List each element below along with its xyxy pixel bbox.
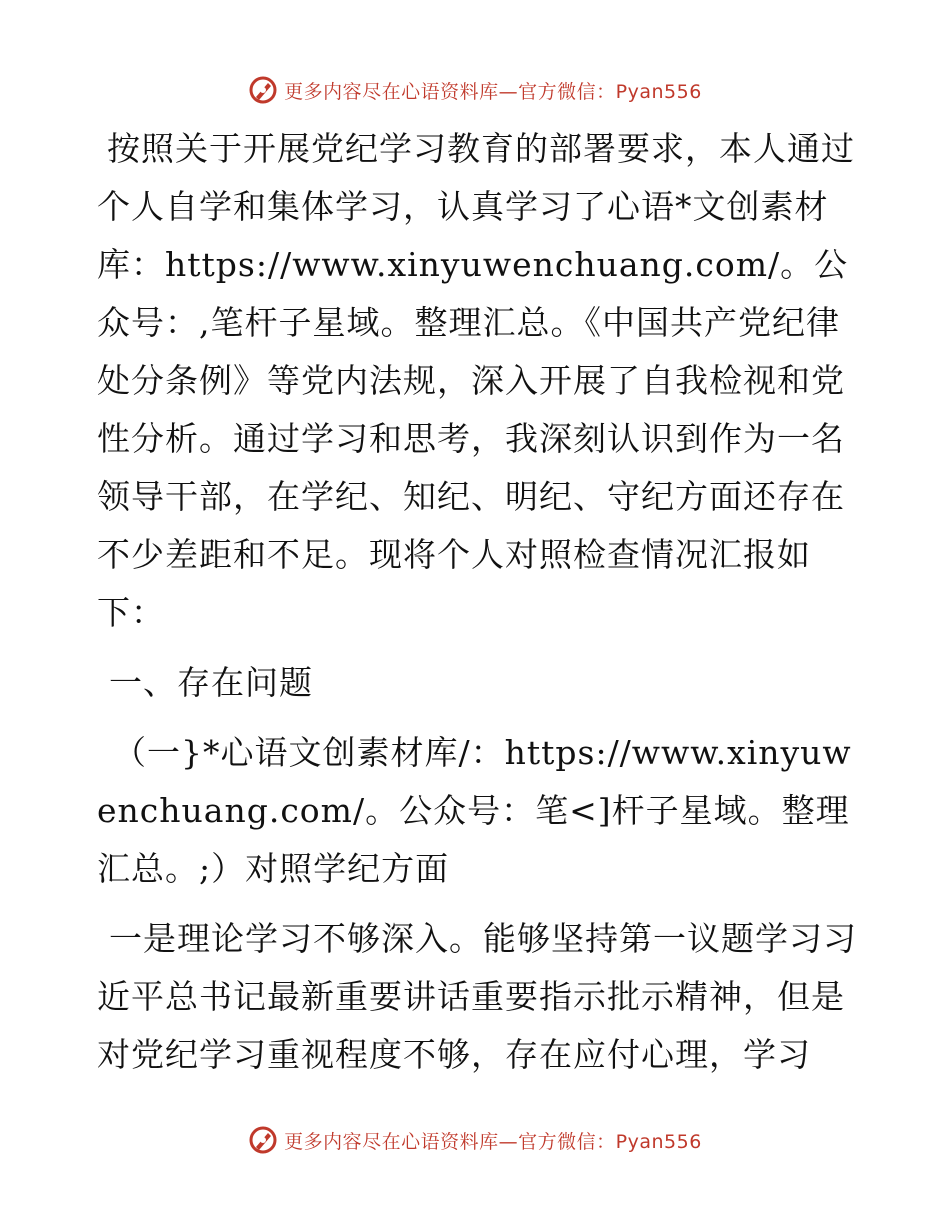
header-banner bbox=[0, 70, 950, 110]
banner-text: 更多内容尽在心语资料库—官方微信：Pyan556 bbox=[284, 80, 702, 103]
pen-circle-logo-icon bbox=[248, 1125, 278, 1155]
pen-circle-logo-icon bbox=[248, 75, 278, 105]
body-paragraph: 一是理论学习不够深入。能够坚持第一议题学习习近平总书记最新重要讲话重要指示批示精神，但是对党纪学习重视程度不够，存在应付心理，学习 bbox=[97, 919, 857, 1074]
subsection-heading: （一}*心语文创素材库/：https://www.xinyuwenchuang.com/。公众号：笔<]杆子星域。整理汇总。;）对照学纪方面 bbox=[97, 733, 852, 888]
section-heading: 一、存在问题 bbox=[109, 663, 313, 702]
wechat-id: Pyan556 bbox=[615, 80, 702, 103]
document-body bbox=[97, 120, 857, 1096]
banner-text: 更多内容尽在心语资料库—官方微信：Pyan556 bbox=[284, 1130, 702, 1153]
footer-banner bbox=[0, 1120, 950, 1160]
intro-paragraph: 按照关于开展党纪学习教育的部署要求，本人通过个人自学和集体学习，认真学习了心语*文创素材库：https://www.xinyuwenchuang.com/。公众号：,笔杆子星域。整理汇总。《中国共产党纪律处分条例》等党内法规，深入开展了自我检视和党性分析。通过学习和思考，我深刻认识到作为一名领导干部，在学纪、知纪、明纪、守纪方面还存在不少差距和不足。现将个人对照检查情况汇报如下： bbox=[97, 129, 855, 632]
wechat-id: Pyan556 bbox=[615, 1130, 702, 1153]
